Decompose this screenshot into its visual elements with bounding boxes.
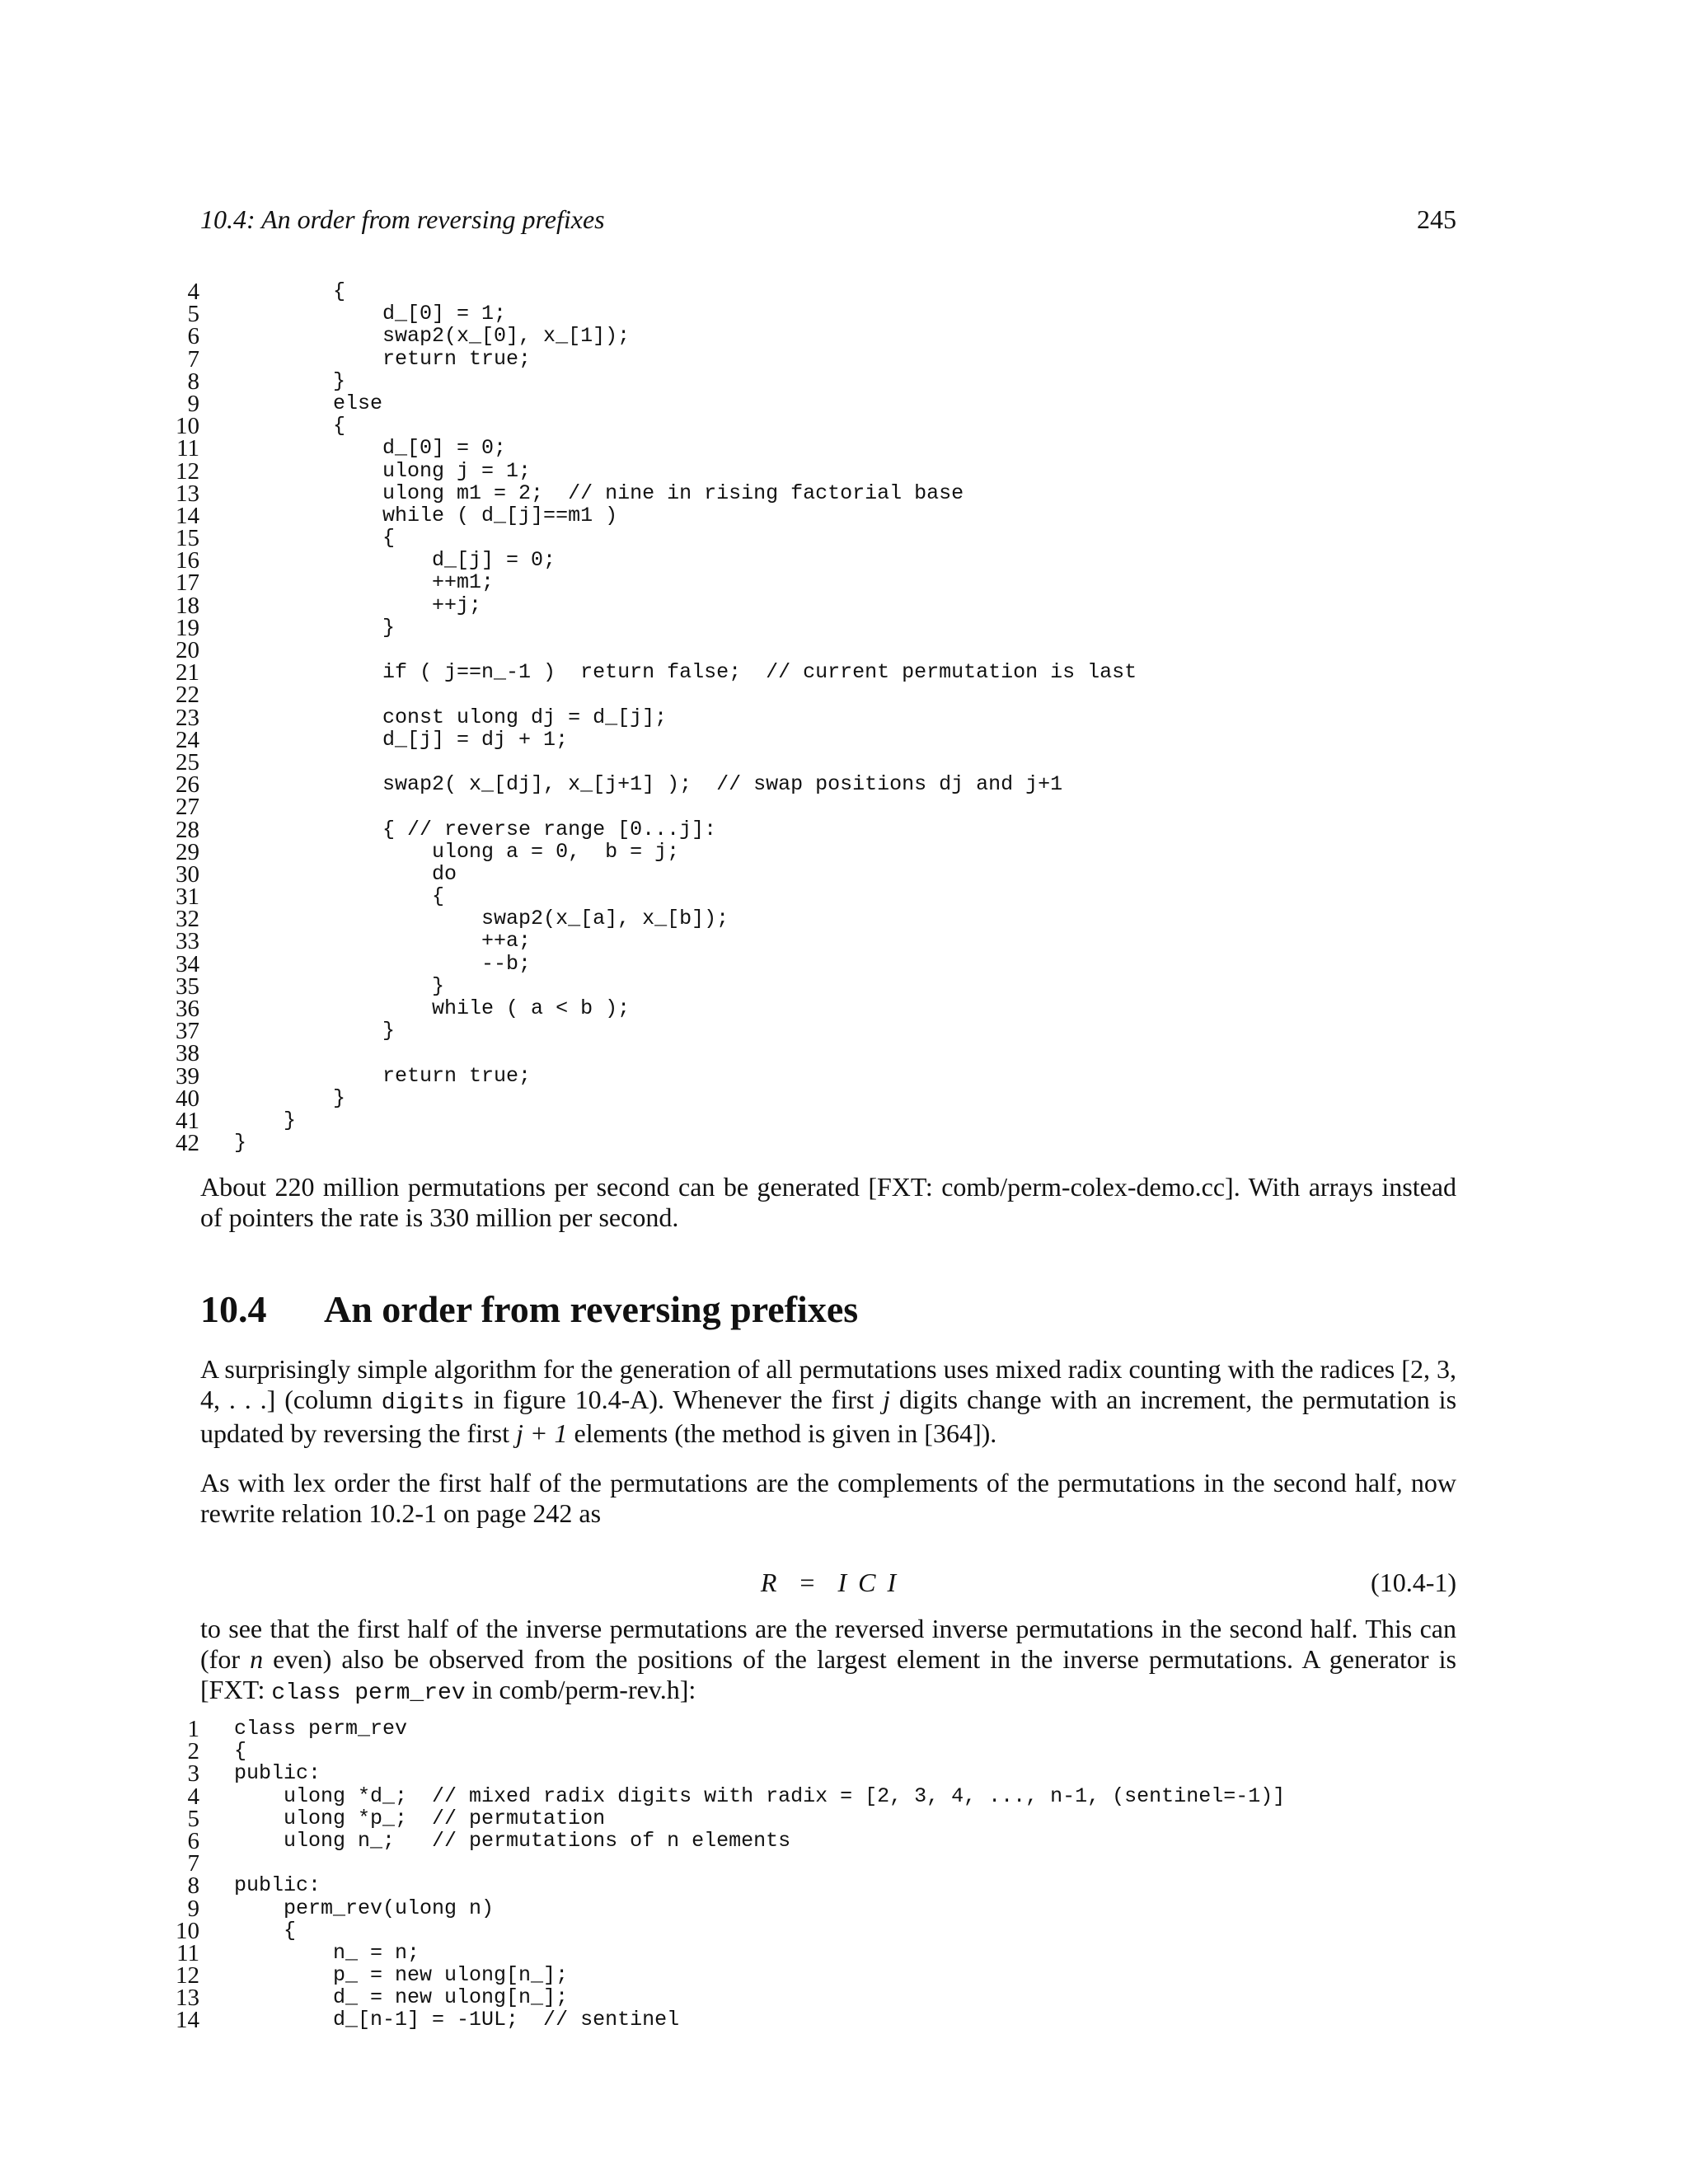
code-text: const ulong dj = d_[j]; (234, 705, 668, 729)
code-text: d_[0] = 1; (234, 302, 507, 326)
line-number: 10 (176, 1917, 199, 1944)
line-number: 16 (176, 547, 199, 574)
line-number: 15 (176, 525, 199, 552)
code-text: ulong a = 0, b = j; (234, 839, 680, 864)
code-text: { // reverse range [0...j]: (234, 817, 717, 841)
code-text: ++a; (234, 929, 532, 954)
code-text: ++j; (234, 593, 482, 617)
line-number: 7 (187, 345, 199, 373)
intro-text-2: in figure 10.4-A). Whenever the first (464, 1385, 884, 1414)
paragraph-inverse (200, 1614, 1456, 1708)
equation-10-4-1 (200, 1566, 1456, 1599)
line-number: 14 (176, 2007, 199, 2034)
code-text: return true; (234, 346, 532, 371)
equation-number: (10.4-1) (1371, 1568, 1456, 1597)
running-head-title: 10.4: An order from reversing prefixes (200, 204, 605, 234)
code-text: do (234, 861, 457, 886)
code-text: { (234, 1739, 247, 1764)
code-text: ulong m1 = 2; // nine in rising factorial base (234, 480, 964, 505)
code-text: ++m1; (234, 570, 495, 595)
line-number: 39 (176, 1062, 199, 1090)
line-number: 3 (187, 1760, 199, 1788)
line-number: 2 (187, 1738, 199, 1765)
section-title: An order from reversing prefixes (324, 1288, 859, 1330)
line-number: 33 (176, 928, 199, 955)
line-number: 18 (176, 592, 199, 619)
line-number: 26 (176, 771, 199, 799)
line-number: 36 (176, 996, 199, 1022)
line-number: 10 (176, 413, 199, 440)
code-text: } (234, 973, 445, 998)
code-text: { (234, 526, 396, 551)
inverse-text-2: even) also be observed from the positions of the largest element in the inverse permutations. A generator is [FXT: (200, 1644, 1457, 1704)
inline-code-digits: digits (381, 1390, 465, 1416)
line-number: 6 (187, 323, 199, 350)
intro-text-3: digits change with an increment, the permutation is updated by reversing the first (200, 1385, 1457, 1448)
line-number: 9 (187, 390, 199, 417)
code-text: } (234, 1019, 396, 1043)
code-text: p_ = new ulong[n_]; (234, 1963, 569, 1988)
line-number: 29 (176, 838, 199, 865)
code-text: ulong *p_; // permutation (234, 1806, 606, 1830)
line-number: 32 (176, 906, 199, 933)
line-number: 5 (187, 301, 199, 328)
code-text: perm_rev(ulong n) (234, 1896, 495, 1920)
equation-operator: = (799, 1568, 815, 1597)
line-number: 12 (176, 1962, 199, 1990)
line-number: 8 (187, 368, 199, 395)
code-text: while ( a < b ); (234, 996, 631, 1020)
section-number: 10.4 (200, 1288, 267, 1330)
code-text: public: (234, 1761, 321, 1786)
code-text: } (234, 368, 346, 393)
code-text: ulong n_; // permutations of n elements (234, 1828, 791, 1853)
line-number: 11 (176, 1939, 199, 1966)
running-head (200, 203, 1456, 236)
paragraph-lex-order: As with lex order the first half of the permutations are the complements of the permutations in the second half, now rewrite relation 10.2-1 on page 242 as (200, 1468, 1456, 1528)
line-number: 9 (187, 1895, 199, 1922)
code-text: ulong j = 1; (234, 458, 532, 483)
code-text: } (234, 1108, 297, 1132)
line-number: 19 (176, 614, 199, 641)
line-number: 23 (176, 704, 199, 731)
code-text: d_[0] = 0; (234, 436, 507, 461)
line-number: 40 (176, 1085, 199, 1112)
code-text: return true; (234, 1063, 532, 1088)
line-number: 24 (176, 726, 199, 753)
line-number: 17 (176, 569, 199, 597)
line-number: 4 (187, 1783, 199, 1810)
line-number: 6 (187, 1827, 199, 1854)
code-text: ulong *d_; // mixed radix digits with radix = [2, 3, 4, ..., n-1, (sentinel=-1)] (234, 1783, 1286, 1808)
line-number: 7 (187, 1850, 199, 1877)
paragraph-generation-rate: About 220 million permutations per second can be generated [FXT: comb/perm-colex-demo.cc]. With arrays instead of pointers the rate is 330 million per second. (200, 1172, 1456, 1232)
line-number: 31 (176, 883, 199, 911)
line-number: 14 (176, 502, 199, 529)
page-number: 245 (1417, 204, 1456, 234)
line-number: 1 (187, 1716, 199, 1742)
line-number: 4 (187, 279, 199, 305)
code-text: { (234, 414, 346, 438)
line-number: 28 (176, 816, 199, 843)
math-var-n: n (250, 1644, 264, 1674)
line-number: 27 (176, 794, 199, 821)
code-text: swap2(x_[0], x_[1]); (234, 324, 631, 349)
inverse-text-3: in comb/perm-rev.h]: (465, 1675, 696, 1704)
inline-code-class-perm-rev: class perm_rev (271, 1680, 466, 1706)
line-number: 13 (176, 1985, 199, 2012)
math-var-j: j (883, 1385, 891, 1414)
line-number: 22 (176, 682, 199, 709)
code-text: } (234, 1131, 247, 1155)
code-text: while ( d_[j]==m1 ) (234, 503, 618, 527)
line-number: 35 (176, 972, 199, 1000)
equation-lhs: R (760, 1568, 777, 1597)
code-text: n_ = n; (234, 1940, 420, 1965)
code-text: swap2(x_[a], x_[b]); (234, 907, 729, 931)
code-text: class perm_rev (234, 1717, 408, 1741)
line-number: 34 (176, 950, 199, 977)
inverse-text-1: to see that the first half of the inverse permutations are the reversed inverse permutations in the second half. This can (for (200, 1614, 1456, 1674)
code-text: public: (234, 1873, 321, 1898)
code-text: } (234, 615, 396, 640)
intro-text-1: A surprisingly simple algorithm for the generation of all permutations uses mixed radix counting with the radices [2, 3, 4, . . .] (column (200, 1354, 1456, 1414)
code-text: } (234, 1085, 346, 1110)
code-text: swap2( x_[dj], x_[j+1] ); // swap positions dj and j+1 (234, 772, 1063, 797)
line-number: 41 (176, 1107, 199, 1134)
paragraph-intro (200, 1354, 1456, 1449)
code-text: d_[j] = 0; (234, 548, 556, 573)
code-text: { (234, 279, 346, 303)
math-expr-j-plus-1: j + 1 (516, 1418, 568, 1448)
code-text: { (234, 884, 445, 909)
line-number: 11 (176, 435, 199, 462)
line-number: 21 (176, 659, 199, 687)
section-heading (200, 1286, 858, 1333)
line-number: 20 (176, 637, 199, 663)
line-number: 5 (187, 1805, 199, 1832)
code-text: { (234, 1918, 297, 1943)
intro-text-4: elements (the method is given in [364]). (567, 1418, 997, 1448)
code-text: if ( j==n_-1 ) return false; // current permutation is last (234, 660, 1137, 685)
line-number: 37 (176, 1018, 199, 1045)
code-text: d_[n-1] = -1UL; // sentinel (234, 2008, 680, 2032)
line-number: 42 (176, 1130, 199, 1157)
code-text: --b; (234, 951, 532, 976)
line-number: 38 (176, 1040, 199, 1067)
code-text: d_ = new ulong[n_]; (234, 1985, 569, 2010)
line-number: 8 (187, 1872, 199, 1900)
line-number: 12 (176, 457, 199, 485)
code-text: else (234, 391, 383, 415)
equation-rhs: I C I (837, 1568, 897, 1597)
code-text: d_[j] = dj + 1; (234, 727, 569, 752)
line-number: 13 (176, 480, 199, 507)
line-number: 25 (176, 748, 199, 776)
line-number: 30 (176, 860, 199, 888)
equation-body (200, 1566, 1456, 1599)
